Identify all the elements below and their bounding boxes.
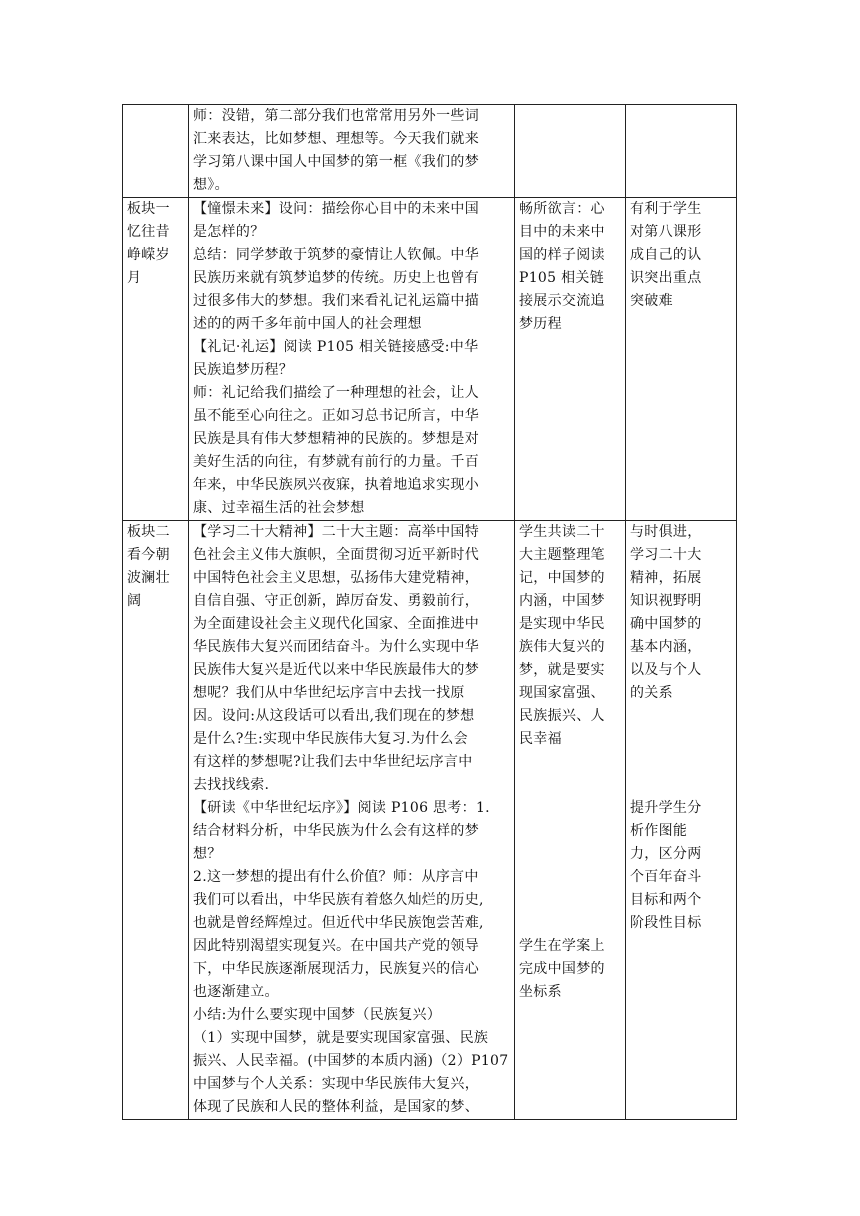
teacher-activity-cell <box>189 105 515 198</box>
text-line: 峥嵘岁 <box>127 247 170 263</box>
text-line: 虽不能至心向往之。正如习总书记所言，中华 <box>193 408 479 424</box>
text-line: 结合材料分析，中华民族为什么会有这样的梦 <box>193 823 479 839</box>
teacher-activity-cell <box>189 521 515 1120</box>
text-line: 有利于学生 <box>630 201 702 217</box>
text-line: P105 相关链 <box>519 270 604 286</box>
text-line: 2.这一梦想的提出有什么价值？师：从序言中 <box>193 869 479 885</box>
student-activity-cell <box>515 105 626 198</box>
text-line: 接展示交流追 <box>519 293 605 309</box>
text-line: 是实现中华民 <box>519 616 605 632</box>
lesson-plan-table <box>122 104 737 1120</box>
text-line: 坐标系 <box>519 984 562 1000</box>
text-line: 康、过幸福生活的社会梦想 <box>193 500 365 516</box>
design-intent-cell <box>626 521 737 1120</box>
text-line: 是怎样的？ <box>193 224 265 240</box>
text-line: 与时俱进， <box>630 524 702 540</box>
table-row <box>123 521 737 1120</box>
text-line: 畅所欲言：心 <box>519 201 605 217</box>
text-line: 【学习二十大精神】二十大主题：高举中国特 <box>193 524 479 540</box>
text-line: 下，中华民族逐渐展现活力，民族复兴的信心 <box>193 961 479 977</box>
text-line: 民族历来就有筑梦追梦的传统。历史上也曾有 <box>193 270 479 286</box>
text-line: 因此特别渴望实现复兴。在中国共产党的领导 <box>193 938 479 954</box>
text-line: 突破难 <box>630 293 673 309</box>
text-line: 中国特色社会主义思想，弘扬伟大建党精神， <box>193 570 479 586</box>
text-line: 学生在学案上 <box>519 938 605 954</box>
text-line: 板块二 <box>127 524 170 540</box>
text-line: 是什么?生:实现中华民族伟大复习.为什么会 <box>193 731 468 747</box>
text-line: 美好生活的向往，有梦就有前行的力量。千百 <box>193 454 479 470</box>
text-line: 师：没错，第二部分我们也常常用另外一些词 <box>193 108 479 124</box>
text-line: 目标和两个 <box>630 892 702 908</box>
text-line: 民族是具有伟大梦想精神的民族的。梦想是对 <box>193 431 479 447</box>
student-activity-cell <box>515 521 626 1120</box>
text-line: 识突出重点 <box>630 270 702 286</box>
text-line: 忆往昔 <box>127 224 170 240</box>
spacer <box>519 751 621 935</box>
text-line: 板块一 <box>127 201 170 217</box>
text-line: 梦，就是要实 <box>519 662 605 678</box>
student-activity-cell <box>515 198 626 521</box>
text-line: 想？ <box>193 846 222 862</box>
text-line: 的关系 <box>630 685 673 701</box>
text-line: 基本内涵， <box>630 639 702 655</box>
text-line: 【研读《中华世纪坛序》】阅读 P106 思考：1. <box>193 800 490 816</box>
text-line: 大主题整理笔 <box>519 547 605 563</box>
text-line: 力，区分两 <box>630 846 702 862</box>
text-line: 体现了民族和人民的整体利益，是国家的梦、 <box>193 1099 479 1115</box>
text-line: 月 <box>127 270 142 286</box>
text-line: 也逐渐建立。 <box>193 984 279 1000</box>
text-line: 梦历程 <box>519 316 562 332</box>
text-line: 为全面建设社会主义现代化国家、全面推进中 <box>193 616 479 632</box>
section-cell <box>123 521 189 1120</box>
text-line: 对第八课形 <box>630 224 702 240</box>
text-line: 去找找线索. <box>193 777 270 793</box>
text-line: 目中的未来中 <box>519 224 605 240</box>
text-line: （1）实现中国梦，就是要实现国家富强、民族 <box>193 1030 489 1046</box>
text-line: 中国梦与个人关系：实现中华民族伟大复兴， <box>193 1076 479 1092</box>
text-line: 想》。 <box>193 177 229 193</box>
text-line: 析作图能 <box>630 823 688 839</box>
text-line: 知识视野明 <box>630 593 702 609</box>
text-line: 色社会主义伟大旗帜，全面贯彻习近平新时代 <box>193 547 479 563</box>
text-line: 振兴、人民幸福。(中国梦的本质内涵)（2）P107 <box>193 1053 509 1069</box>
teacher-activity-cell <box>189 198 515 521</box>
text-line: 汇来表达，比如梦想、理想等。今天我们就来 <box>193 131 479 147</box>
text-line: 民幸福 <box>519 731 562 747</box>
text-line: 我们可以看出，中华民族有着悠久灿烂的历史, <box>193 892 484 908</box>
text-line: 阔 <box>127 593 142 609</box>
text-line: 看今朝 <box>127 547 170 563</box>
text-line: 族伟大复兴的 <box>519 639 605 655</box>
text-line: 因。设问:从这段话可以看出,我们现在的梦想 <box>193 708 475 724</box>
section-cell <box>123 198 189 521</box>
text-line: 【憧憬未来】设问：描绘你心目中的未来中国 <box>193 201 479 217</box>
text-line: 述的的两千多年前中国人的社会理想 <box>193 316 422 332</box>
text-line: 记，中国梦的 <box>519 570 605 586</box>
text-line: 自信自强、守正创新，踔厉奋发、勇毅前行， <box>193 593 479 609</box>
text-line: 有这样的梦想呢?让我们去中华世纪坛序言中 <box>193 754 473 770</box>
text-line: 师：礼记给我们描绘了一种理想的社会，让人 <box>193 385 479 401</box>
design-intent-cell <box>626 105 737 198</box>
text-line: 学习二十大 <box>630 547 702 563</box>
text-line: 民族振兴、人 <box>519 708 605 724</box>
text-line: 想呢？我们从中华世纪坛序言中去找一找原 <box>193 685 465 701</box>
text-line: 完成中国梦的 <box>519 961 605 977</box>
table-row <box>123 105 737 198</box>
text-line: 也就是曾经辉煌过。但近代中华民族饱尝苦难, <box>193 915 484 931</box>
text-line: 确中国梦的 <box>630 616 702 632</box>
text-line: 现国家富强、 <box>519 685 605 701</box>
table-row <box>123 198 737 521</box>
text-line: 提升学生分 <box>630 800 702 816</box>
text-line: 华民族伟大复兴而团结奋斗。为什么实现中华 <box>193 639 479 655</box>
text-line: 学生共读二十 <box>519 524 605 540</box>
text-line: 个百年奋斗 <box>630 869 702 885</box>
text-line: 成自己的认 <box>630 247 702 263</box>
text-line: 学习第八课中国人中国梦的第一框《我们的梦 <box>193 154 479 170</box>
text-line: 过很多伟大的梦想。我们来看礼记礼运篇中描 <box>193 293 479 309</box>
text-line: 总结：同学梦敢于筑梦的豪情让人钦佩。中华 <box>193 247 479 263</box>
text-line: 【礼记·礼运】阅读 P105 相关链接感受:中华 <box>193 339 479 355</box>
text-line: 以及与个人 <box>630 662 702 678</box>
text-line: 年来，中华民族夙兴夜寐，执着地追求实现小 <box>193 477 479 493</box>
spacer <box>630 705 732 797</box>
text-line: 国的样子阅读 <box>519 247 605 263</box>
text-line: 阶段性目标 <box>630 915 702 931</box>
design-intent-cell <box>626 198 737 521</box>
text-line: 内涵，中国梦 <box>519 593 605 609</box>
text-line: 民族追梦历程？ <box>193 362 294 378</box>
text-line: 精神，拓展 <box>630 570 702 586</box>
text-line: 小结:为什么要实现中国梦（民族复兴） <box>193 1007 442 1023</box>
section-cell <box>123 105 189 198</box>
text-line: 民族伟大复兴是近代以来中华民族最伟大的梦 <box>193 662 479 678</box>
text-line: 波澜壮 <box>127 570 170 586</box>
